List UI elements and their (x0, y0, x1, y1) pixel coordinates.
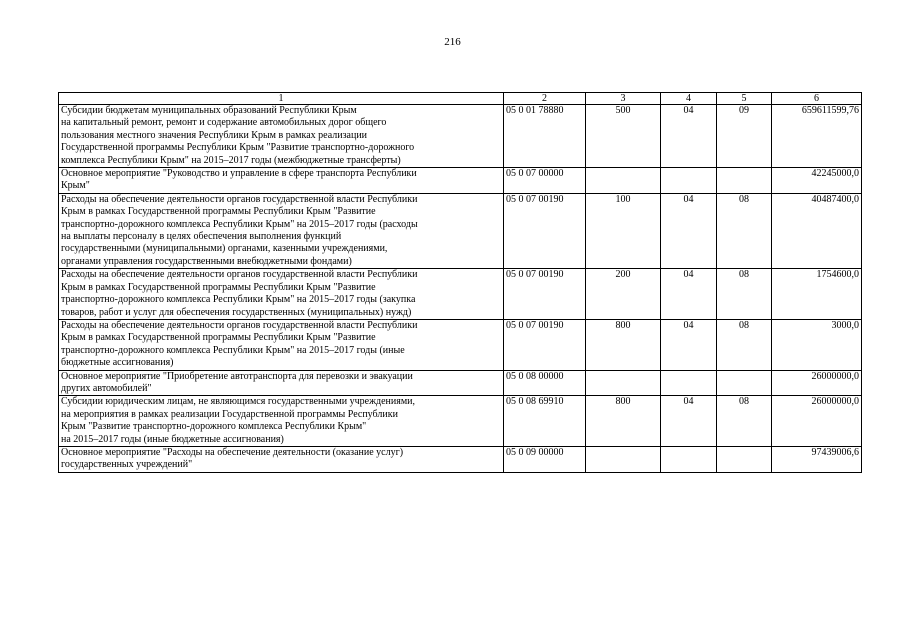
expense-type-cell (586, 446, 661, 472)
amount-cell: 3000,0 (772, 319, 862, 370)
row-name-line: товаров, работ и услуг для обеспечения государственных (муниципальных) нужд) (61, 306, 412, 318)
row-name-line: комплекса Республики Крым" на 2015–2017 годы (межбюджетные трансферты) (61, 154, 401, 166)
expense-type-cell: 200 (586, 269, 661, 320)
table-body (59, 105, 862, 473)
row-name-cell (59, 396, 504, 447)
row-name-line: Субсидии юридическим лицам, не являющимся государственными учреждениями, (61, 396, 416, 408)
subsection-cell: 09 (717, 105, 772, 168)
row-name-line: на капитальный ремонт, ремонт и содержание автомобильных дорог общего (61, 117, 387, 129)
section-cell: 04 (661, 193, 717, 268)
row-name-line: бюджетные ассигнования) (61, 357, 174, 369)
row-name-line: Крым" (61, 180, 90, 192)
row-name-line: Крым в рамках Государственной программы Республики Крым "Развитие (61, 281, 376, 293)
code-cell: 05 0 08 00000 (504, 370, 586, 396)
amount-cell: 97439006,6 (772, 446, 862, 472)
column-header-4: 4 (661, 93, 717, 105)
column-header-5: 5 (717, 93, 772, 105)
row-name-line: Государственной программы Республики Крым "Развитие транспортно-дорожного (61, 142, 415, 154)
section-cell (661, 168, 717, 194)
row-name-line: государственными (муниципальными) органами, казенными учреждениями, (61, 243, 388, 255)
expense-type-cell (586, 370, 661, 396)
row-name-cell (59, 168, 504, 194)
amount-cell: 26000000,0 (772, 370, 862, 396)
row-name-cell (59, 193, 504, 268)
column-header-6: 6 (772, 93, 862, 105)
row-name-line: органами управления государственными внебюджетными фондами) (61, 255, 352, 267)
code-cell: 05 0 09 00000 (504, 446, 586, 472)
amount-cell: 659611599,76 (772, 105, 862, 168)
row-name-line: Расходы на обеспечение деятельности органов государственной власти Республики (61, 193, 418, 205)
expense-type-cell (586, 168, 661, 194)
row-name-line: Крым "Развитие транспортно-дорожного комплекса Республики Крым" (61, 421, 367, 433)
expense-type-cell: 100 (586, 193, 661, 268)
row-name-line: транспортно-дорожного комплекса Республики Крым" на 2015–2017 годы (закупка (61, 294, 416, 306)
subsection-cell (717, 168, 772, 194)
row-name-cell (59, 319, 504, 370)
subsection-cell (717, 446, 772, 472)
expense-type-cell: 800 (586, 396, 661, 447)
row-name-cell (59, 105, 504, 168)
amount-cell: 26000000,0 (772, 396, 862, 447)
table-row (59, 370, 862, 396)
row-name-line: Крым в рамках Государственной программы Республики Крым "Развитие (61, 206, 376, 218)
code-cell: 05 0 07 00000 (504, 168, 586, 194)
code-cell: 05 0 07 00190 (504, 319, 586, 370)
expense-type-cell: 500 (586, 105, 661, 168)
row-name-line: на 2015–2017 годы (иные бюджетные ассигнования) (61, 433, 284, 445)
row-name-cell (59, 370, 504, 396)
section-cell: 04 (661, 319, 717, 370)
amount-cell: 42245000,0 (772, 168, 862, 194)
code-cell: 05 0 01 78880 (504, 105, 586, 168)
column-header-3: 3 (586, 93, 661, 105)
amount-cell: 40487400,0 (772, 193, 862, 268)
section-cell (661, 370, 717, 396)
page-number: 216 (444, 36, 461, 48)
row-name-line: Расходы на обеспечение деятельности органов государственной власти Республики (61, 269, 418, 281)
row-name-line: транспортно-дорожного комплекса Республики Крым" на 2015–2017 годы (иные (61, 344, 405, 356)
table-header-row (59, 93, 862, 105)
section-cell: 04 (661, 269, 717, 320)
table-row (59, 193, 862, 268)
table-row (59, 168, 862, 194)
row-name-line: Основное мероприятие "Приобретение автотранспорта для перевозки и эвакуации (61, 370, 413, 382)
row-name-line: транспортно-дорожного комплекса Республики Крым" на 2015–2017 годы (расходы (61, 218, 418, 230)
row-name-line: Основное мероприятие "Расходы на обеспечение деятельности (оказание услуг) (61, 446, 404, 458)
row-name-cell (59, 269, 504, 320)
table-row (59, 319, 862, 370)
table-row (59, 269, 862, 320)
amount-cell: 1754600,0 (772, 269, 862, 320)
row-name-line: Крым в рамках Государственной программы Республики Крым "Развитие (61, 332, 376, 344)
code-cell: 05 0 07 00190 (504, 269, 586, 320)
subsection-cell: 08 (717, 319, 772, 370)
column-header-1: 1 (59, 93, 504, 105)
code-cell: 05 0 08 69910 (504, 396, 586, 447)
subsection-cell: 08 (717, 396, 772, 447)
row-name-line: пользования местного значения Республики Крым в рамках реализации (61, 129, 368, 141)
section-cell: 04 (661, 396, 717, 447)
subsection-cell: 08 (717, 193, 772, 268)
table-row (59, 446, 862, 472)
row-name-line: Субсидии бюджетам муниципальных образований Республики Крым (61, 105, 357, 116)
column-header-2: 2 (504, 93, 586, 105)
row-name-line: государственных учреждений" (61, 459, 193, 471)
subsection-cell (717, 370, 772, 396)
row-name-line: Основное мероприятие "Руководство и управление в сфере транспорта Республики (61, 168, 417, 180)
section-cell: 04 (661, 105, 717, 168)
row-name-line: на выплаты персоналу в целях обеспечения выполнения функций (61, 231, 342, 243)
row-name-line: на мероприятия в рамках реализации Государственной программы Республики (61, 408, 398, 420)
expense-type-cell: 800 (586, 319, 661, 370)
row-name-line: Расходы на обеспечение деятельности органов государственной власти Республики (61, 319, 418, 331)
section-cell (661, 446, 717, 472)
row-name-line: других автомобилей" (61, 382, 152, 394)
subsection-cell: 08 (717, 269, 772, 320)
table-row (59, 396, 862, 447)
row-name-cell (59, 446, 504, 472)
table-row (59, 105, 862, 168)
budget-table (58, 92, 862, 473)
code-cell: 05 0 07 00190 (504, 193, 586, 268)
